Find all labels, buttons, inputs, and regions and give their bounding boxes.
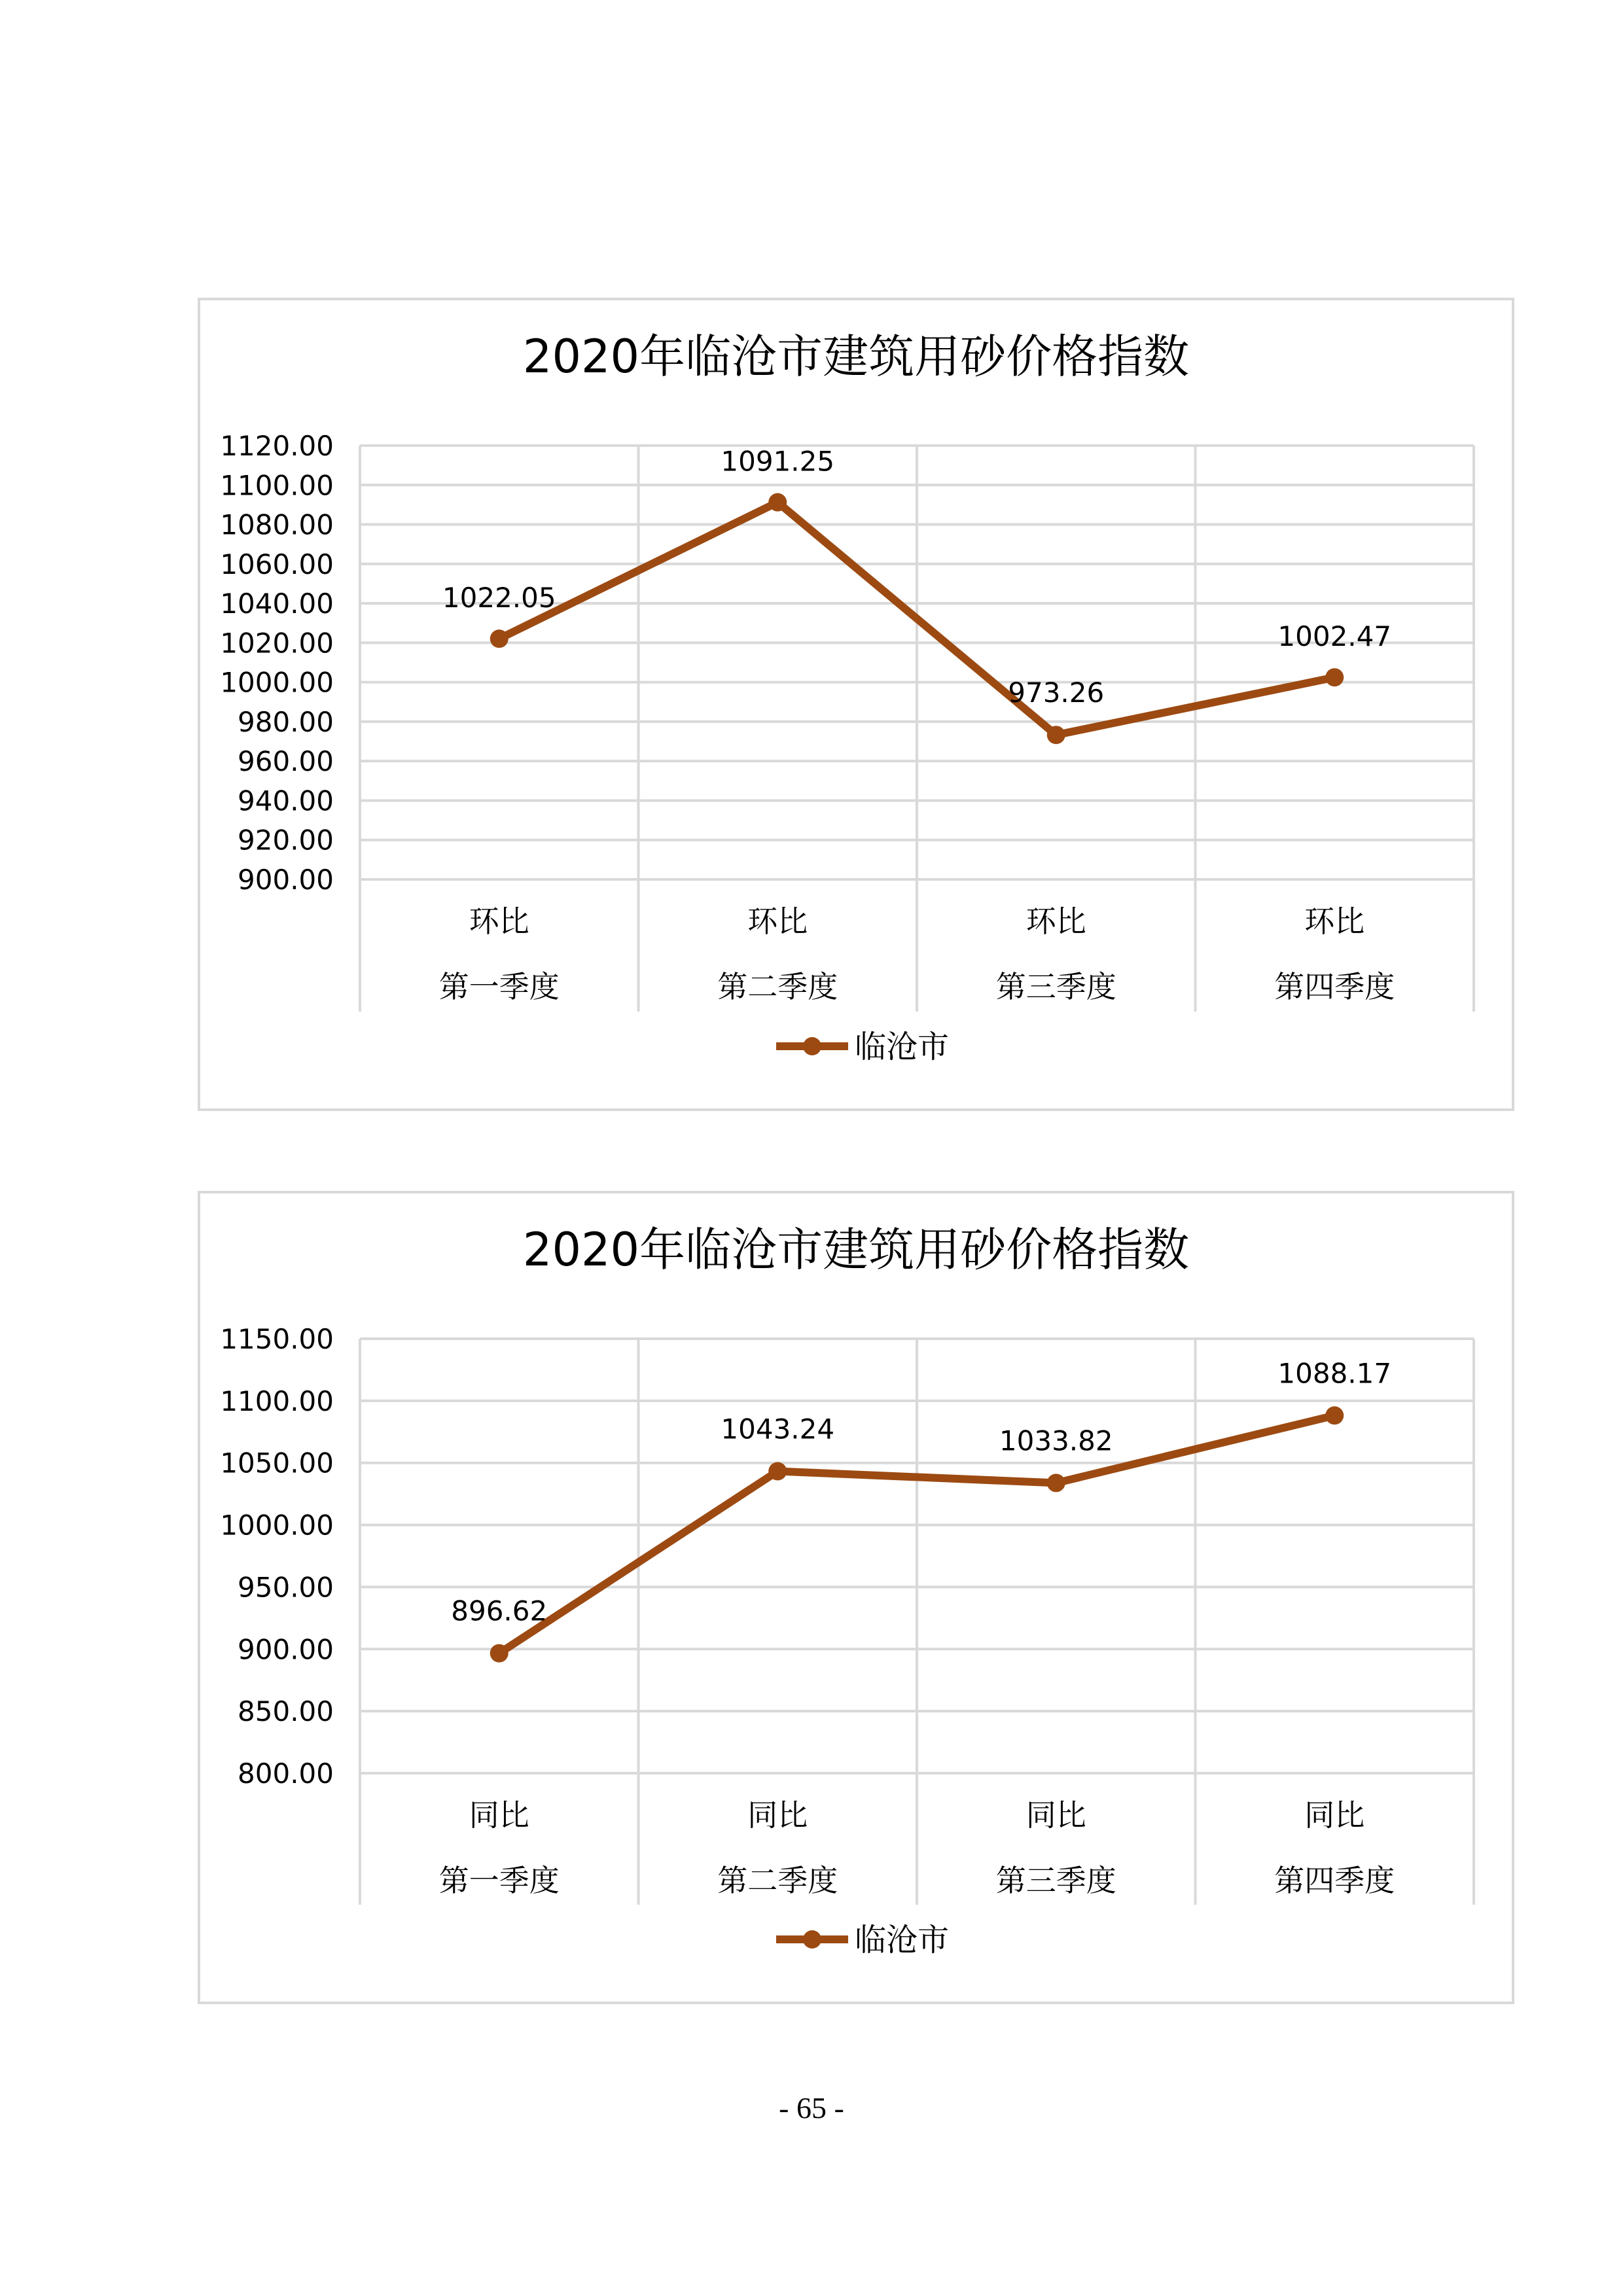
data-point xyxy=(768,1462,787,1481)
legend-marker xyxy=(803,1930,821,1949)
x-category-sublabel: 第四季度 xyxy=(1274,1863,1395,1898)
y-tick-label: 980.00 xyxy=(238,705,334,738)
y-tick-label: 940.00 xyxy=(238,785,334,817)
legend-marker xyxy=(803,1037,821,1055)
x-category-label: 环比 xyxy=(747,904,808,939)
x-category-sublabel: 第一季度 xyxy=(438,969,560,1004)
y-tick-label: 1080.00 xyxy=(220,508,334,541)
y-tick-label: 920.00 xyxy=(238,824,334,857)
chart-quarter-on-quarter xyxy=(198,298,1514,1111)
x-category-label: 同比 xyxy=(1304,1797,1365,1833)
chart-year-on-year xyxy=(198,1191,1514,2004)
chart-svg xyxy=(200,1193,1512,2002)
data-point xyxy=(490,629,508,648)
y-tick-label: 1150.00 xyxy=(220,1323,334,1355)
y-tick-label: 1100.00 xyxy=(220,469,334,502)
data-label: 1088.17 xyxy=(1277,1357,1392,1390)
data-label: 973.26 xyxy=(1008,677,1105,709)
x-category-sublabel: 第二季度 xyxy=(717,969,838,1004)
data-point xyxy=(768,493,787,512)
data-label: 896.62 xyxy=(451,1595,548,1627)
data-label: 1022.05 xyxy=(442,582,556,614)
x-category-sublabel: 第三季度 xyxy=(995,1863,1116,1898)
data-label: 1033.82 xyxy=(999,1424,1113,1457)
data-point xyxy=(1047,1474,1065,1492)
data-point xyxy=(490,1644,508,1663)
data-label: 1043.24 xyxy=(721,1413,835,1445)
y-tick-label: 900.00 xyxy=(238,864,334,896)
x-category-sublabel: 第二季度 xyxy=(717,1863,838,1898)
legend-label: 临沧市 xyxy=(855,1029,950,1065)
data-point xyxy=(1325,1406,1344,1424)
y-tick-label: 1120.00 xyxy=(220,430,334,462)
chart-title: 2020年临沧市建筑用砂价格指数 xyxy=(522,1223,1190,1277)
x-category-label: 环比 xyxy=(1304,904,1365,939)
y-tick-label: 1000.00 xyxy=(220,666,334,699)
x-category-label: 环比 xyxy=(469,904,529,939)
y-tick-label: 960.00 xyxy=(238,745,334,778)
y-tick-label: 1050.00 xyxy=(220,1447,334,1479)
data-point xyxy=(1325,668,1344,686)
y-tick-label: 1100.00 xyxy=(220,1385,334,1417)
data-label: 1091.25 xyxy=(721,445,835,478)
y-tick-label: 950.00 xyxy=(238,1571,334,1604)
x-category-sublabel: 第四季度 xyxy=(1274,969,1395,1004)
x-category-label: 同比 xyxy=(747,1797,808,1833)
x-category-label: 同比 xyxy=(1026,1797,1086,1833)
chart-svg xyxy=(200,300,1512,1108)
chart-title: 2020年临沧市建筑用砂价格指数 xyxy=(522,330,1190,383)
data-point xyxy=(1047,726,1065,744)
y-tick-label: 850.00 xyxy=(238,1695,334,1728)
y-tick-label: 1040.00 xyxy=(220,588,334,620)
y-tick-label: 1060.00 xyxy=(220,548,334,580)
y-tick-label: 1000.00 xyxy=(220,1509,334,1542)
page-number: - 65 - xyxy=(779,2091,844,2125)
data-label: 1002.47 xyxy=(1277,620,1392,653)
legend-label: 临沧市 xyxy=(855,1922,950,1958)
y-tick-label: 1020.00 xyxy=(220,627,334,660)
x-category-label: 环比 xyxy=(1026,904,1086,939)
y-tick-label: 800.00 xyxy=(238,1757,334,1790)
x-category-sublabel: 第一季度 xyxy=(438,1863,560,1898)
y-tick-label: 900.00 xyxy=(238,1633,334,1666)
x-category-sublabel: 第三季度 xyxy=(995,969,1116,1004)
x-category-label: 同比 xyxy=(469,1797,529,1833)
